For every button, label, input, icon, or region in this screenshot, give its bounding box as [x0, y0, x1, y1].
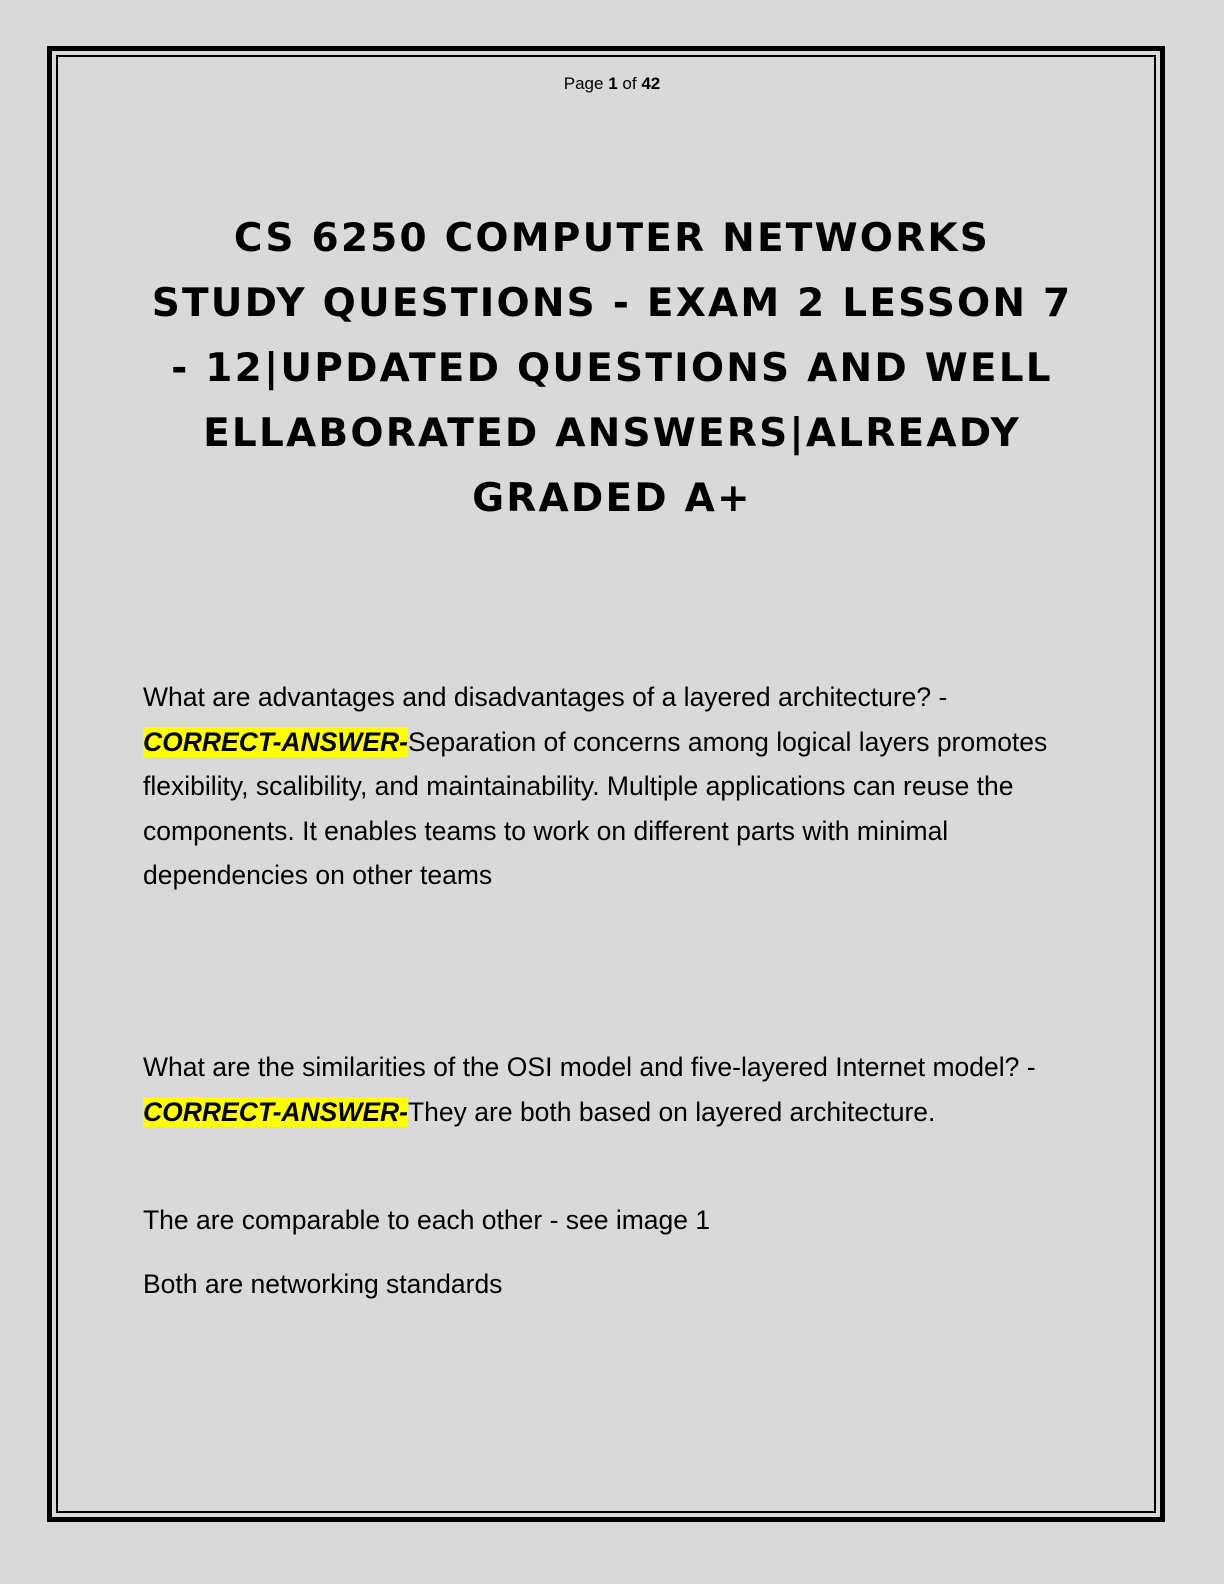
qa-item-2	[143, 1045, 1053, 1134]
qa-item-1	[143, 675, 1053, 898]
page-number-of: of	[622, 74, 637, 93]
answer-note-comparable: The are comparable to each other - see image 1	[143, 1205, 711, 1235]
page-number-current: 1	[608, 74, 618, 93]
answer-text-1: Separation of concerns among logical layers promotes flexibility, scalibility, and maintainability. Multiple applications can reuse the components. It enables teams to work on different parts with minimal dependencies on other teams	[143, 726, 1048, 890]
document-title: CS 6250 COMPUTER NETWORKS STUDY QUESTIONS - EXAM 2 LESSON 7 - 12|UPDATED QUESTIONS AND WELL ELLABORATED ANSWERS|ALREADY GRADED A+	[151, 216, 1073, 521]
page-number-label: Page	[563, 74, 604, 93]
page-number	[0, 74, 1224, 94]
answer-note-standards: Both are networking standards	[143, 1269, 503, 1299]
question-text-1: What are advantages and disadvantages of a layered architecture? -	[143, 682, 948, 712]
correct-answer-tag-2: CORRECT-ANSWER-	[143, 1096, 408, 1127]
answer-text-2: They are both based on layered architecture.	[408, 1096, 936, 1127]
correct-answer-tag-1: CORRECT-ANSWER-	[143, 726, 408, 757]
page-number-total: 42	[641, 74, 661, 93]
question-text-2: What are the similarities of the OSI model and five-layered Internet model? -	[143, 1052, 1036, 1082]
